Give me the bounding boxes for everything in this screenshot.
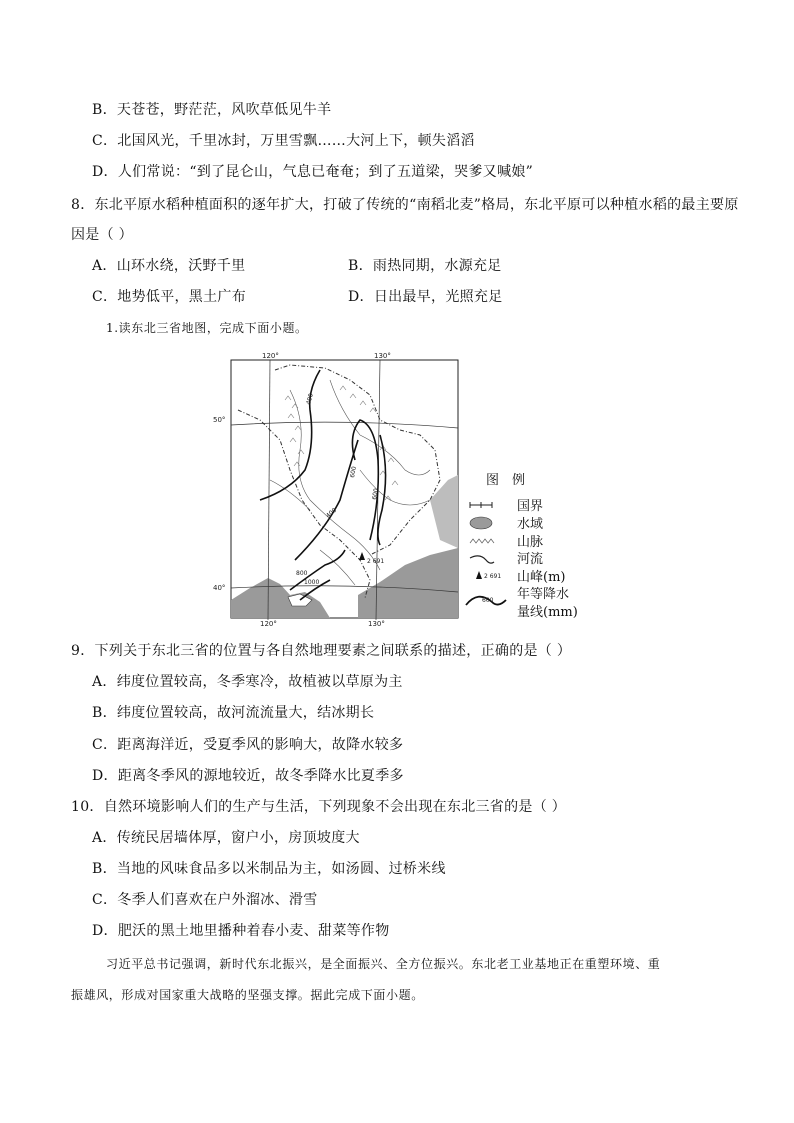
q10-option-d: D．肥沃的黑土地里播种着春小麦、甜菜等作物 (92, 923, 390, 939)
q9-option-d: D．距离冬季风的源地较近，故冬季降水比夏季多 (92, 768, 404, 784)
intro-revitalization-line2: 振雄风，形成对国家重大战略的坚强支撑。据此完成下面小题。 (71, 988, 424, 1002)
svg-text:山脉: 山脉 (517, 535, 544, 550)
intro-revitalization-line1: 习近平总书记强调，新时代东北振兴，是全面振兴、全方位振兴。东北老工业基地正在重塑环境、重 (106, 957, 661, 971)
legend-water-item (470, 516, 543, 532)
svg-text:河流: 河流 (517, 552, 544, 567)
q9-option-b: B．纬度位置较高，故河流流量大，结冰期长 (92, 705, 375, 721)
peak-label: 2 691 (367, 558, 385, 565)
tick-lon-bottom-120: 120° (260, 620, 277, 628)
tick-lat-40: 40° (213, 584, 226, 592)
legend-title: 图 例 (486, 473, 526, 488)
q8-option-c: C．地势低平，黑土广布 (92, 289, 247, 305)
legend-mountain-item (470, 535, 543, 550)
tick-lon-top-120: 120° (262, 352, 279, 360)
isohyet-label-800: 800 (296, 570, 308, 577)
map-svg (213, 350, 586, 628)
q7-option-c: C．北国风光，千里冰封，万里雪飘……大河上下，顿失滔滔 (92, 133, 475, 149)
tick-lon-bottom-130: 130° (368, 620, 385, 628)
q9-stem: 9．下列关于东北三省的位置与各自然地理要素之间联系的描述，正确的是（ ） (71, 643, 572, 659)
northeast-china-map (213, 350, 586, 628)
legend-peak-item (476, 570, 565, 585)
q9-option-c: C．距离海洋近，受夏季风的影响大，故降水较多 (92, 737, 404, 753)
intro-map-question: 1.读东北三省地图，完成下面小题。 (106, 321, 308, 335)
svg-text:2 691: 2 691 (484, 573, 502, 580)
legend-isohyet-item (466, 586, 578, 620)
svg-text:600: 600 (482, 597, 494, 604)
isohyet-label-400-south: 400 (324, 506, 339, 520)
svg-text:年等降水: 年等降水 (517, 587, 570, 602)
q10-option-a: A．传统民居墙体厚，窗户小，房顶坡度大 (92, 830, 360, 846)
tick-lon-top-130: 130° (374, 352, 391, 360)
q8-stem-line1: 8．东北平原水稻种植面积的逐年扩大，打破了传统的“南稻北麦”格局，东北平原可以种植水稻的最主要原 (71, 197, 739, 213)
legend-border-item (470, 499, 543, 514)
q7-option-b: B．天苍苍，野茫茫，风吹草低见牛羊 (92, 102, 332, 118)
q8-option-b: B．雨热同期，水源充足 (348, 258, 502, 274)
legend-river-item (470, 551, 543, 567)
svg-text:量线(mm): 量线(mm) (517, 605, 578, 620)
q10-stem: 10．自然环境影响人们的生产与生活，下列现象不会出现在东北三省的是（ ） (71, 799, 567, 815)
q8-option-a: A．山环水绕，沃野千里 (92, 258, 246, 274)
svg-text:水域: 水域 (517, 517, 544, 532)
q8-stem-line2: 因是（ ） (71, 227, 133, 243)
tick-lat-50: 50° (213, 416, 226, 424)
q10-option-c: C．冬季人们喜欢在户外溜冰、滑雪 (92, 892, 318, 908)
svg-text:山峰(m): 山峰(m) (517, 570, 566, 585)
isohyet-label-600-west: 600 (349, 465, 358, 479)
q7-option-d: D．人们常说：“到了昆仑山，气息已奄奄；到了五道梁，哭爹又喊娘” (92, 164, 534, 180)
isohyet-label-1000: 1000 (304, 579, 320, 586)
q10-option-b: B．当地的风味食品多以米制品为主，如汤圆、过桥米线 (92, 861, 446, 877)
isohyet-label-600-east: 600 (371, 487, 380, 501)
svg-text:国界: 国界 (517, 499, 544, 514)
q8-option-d: D．日出最早，光照充足 (348, 289, 503, 305)
isohyet-label-400-north: 400 (305, 392, 315, 406)
q9-option-a: A．纬度位置较高，冬季寒冷，故植被以草原为主 (92, 674, 403, 690)
